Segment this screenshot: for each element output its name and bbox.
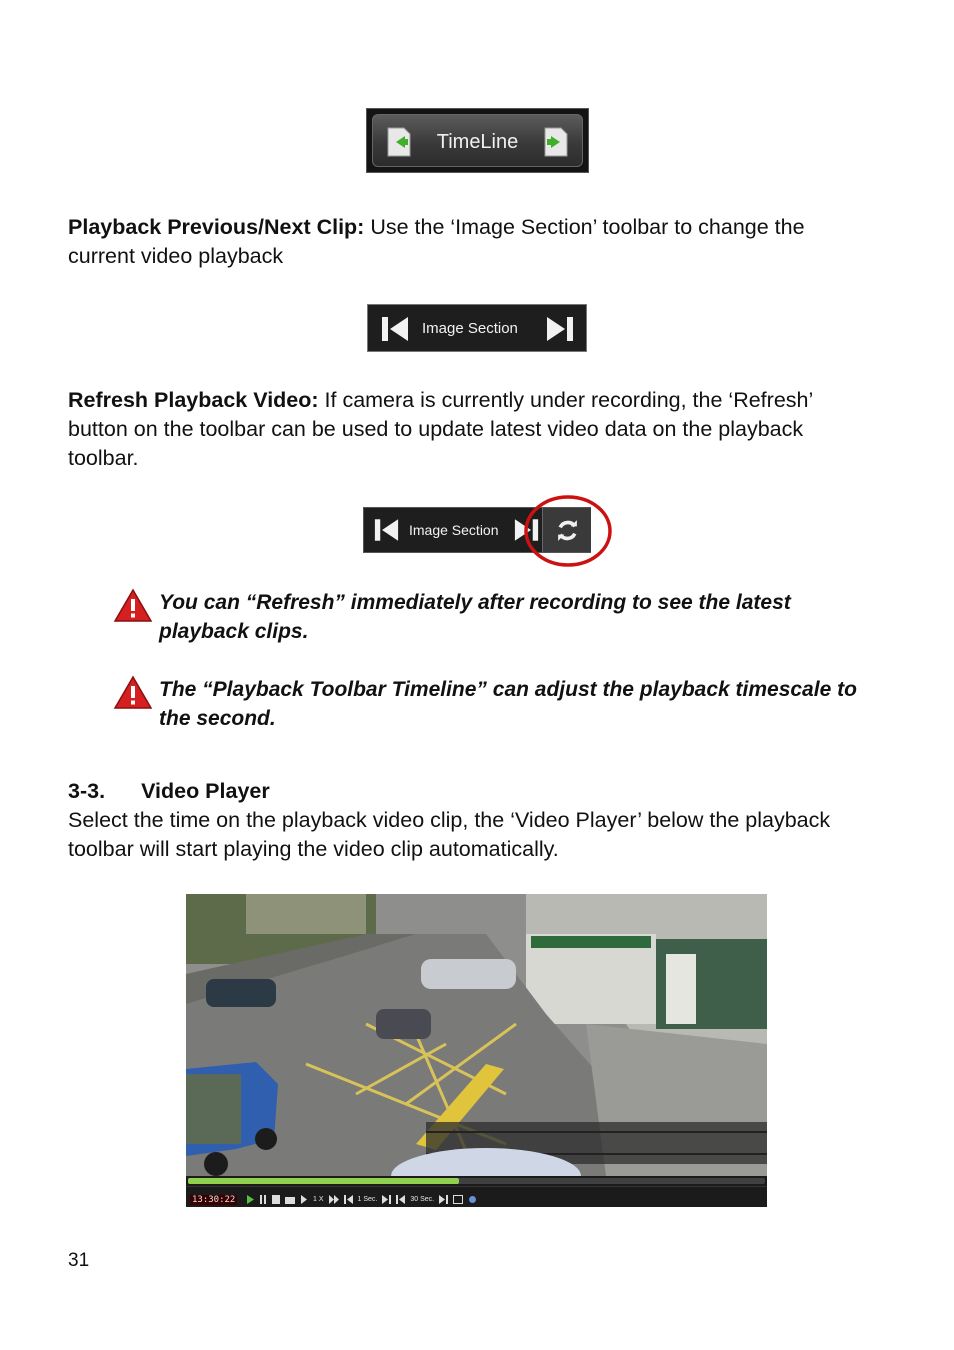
playback-controls [246, 1194, 477, 1204]
image-section-toolbar [367, 304, 587, 352]
refresh-playback-paragraph [68, 386, 868, 473]
fast-forward-icon[interactable] [329, 1195, 339, 1204]
skip-back-icon[interactable] [344, 1195, 353, 1204]
timeline-toolbar-body [372, 114, 583, 167]
section-title: Video Player [141, 779, 270, 803]
step-forward-icon[interactable] [300, 1195, 308, 1204]
section-number: 3-3. [68, 779, 106, 803]
previous-next-clip-text: Use the ‘Image Section’ toolbar to change the current video playback [68, 215, 805, 268]
image-section-label: Image Section [422, 320, 518, 337]
video-player-heading [68, 777, 868, 806]
speed-label: 1 X [313, 1195, 324, 1203]
previous-next-clip-paragraph [68, 213, 868, 271]
timeline-note: The “Playback Toolbar Timeline” can adjust the playback timescale to the second. [159, 678, 857, 730]
pause-icon[interactable] [259, 1195, 267, 1204]
snapshot-icon[interactable] [285, 1195, 295, 1204]
next-clip-icon[interactable] [546, 316, 574, 342]
skip-short-label: 1 Sec. [357, 1195, 378, 1203]
warning-icon [113, 588, 153, 624]
video-player-text: Select the time on the playback video clip, the ‘Video Player’ below the playback toolbar will start playing the video clip automatically. [68, 808, 831, 861]
refresh-playback-heading: Refresh Playback Video: [68, 388, 319, 412]
progress-track[interactable] [188, 1178, 765, 1184]
fullscreen-icon[interactable] [453, 1195, 463, 1204]
timeline-label: TimeLine [436, 131, 519, 153]
skip-forward-icon[interactable] [382, 1195, 391, 1204]
progress-fill [188, 1178, 459, 1184]
image-section-label: Image Section [409, 522, 499, 538]
highlight-circle [522, 494, 612, 568]
timeline-toolbar [366, 108, 589, 173]
skip-long-label: 30 Sec. [410, 1195, 435, 1203]
stop-icon[interactable] [272, 1195, 280, 1204]
previous-clip-icon[interactable] [374, 518, 399, 542]
play-icon[interactable] [246, 1195, 254, 1204]
settings-icon[interactable] [468, 1195, 477, 1204]
warning-icon [113, 675, 153, 711]
video-frame [186, 894, 767, 1176]
video-timestamp: 13:30:22 [192, 1195, 236, 1205]
skip-forward-long-icon[interactable] [439, 1195, 448, 1204]
refresh-playback-text: If camera is currently under recording, the ‘Refresh’ button on the toolbar can be used to update latest video data on the playback toolbar. [68, 388, 813, 470]
next-arrow-icon[interactable] [542, 126, 570, 158]
video-control-bar [186, 1176, 767, 1207]
previous-clip-icon[interactable] [381, 316, 409, 342]
refresh-note: You can “Refresh” immediately after recording to see the latest playback clips. [159, 591, 791, 643]
page-number: 31 [68, 1250, 90, 1271]
skip-back-long-icon[interactable] [396, 1195, 405, 1204]
previous-next-clip-heading: Playback Previous/Next Clip: [68, 215, 365, 239]
video-player [186, 894, 767, 1207]
